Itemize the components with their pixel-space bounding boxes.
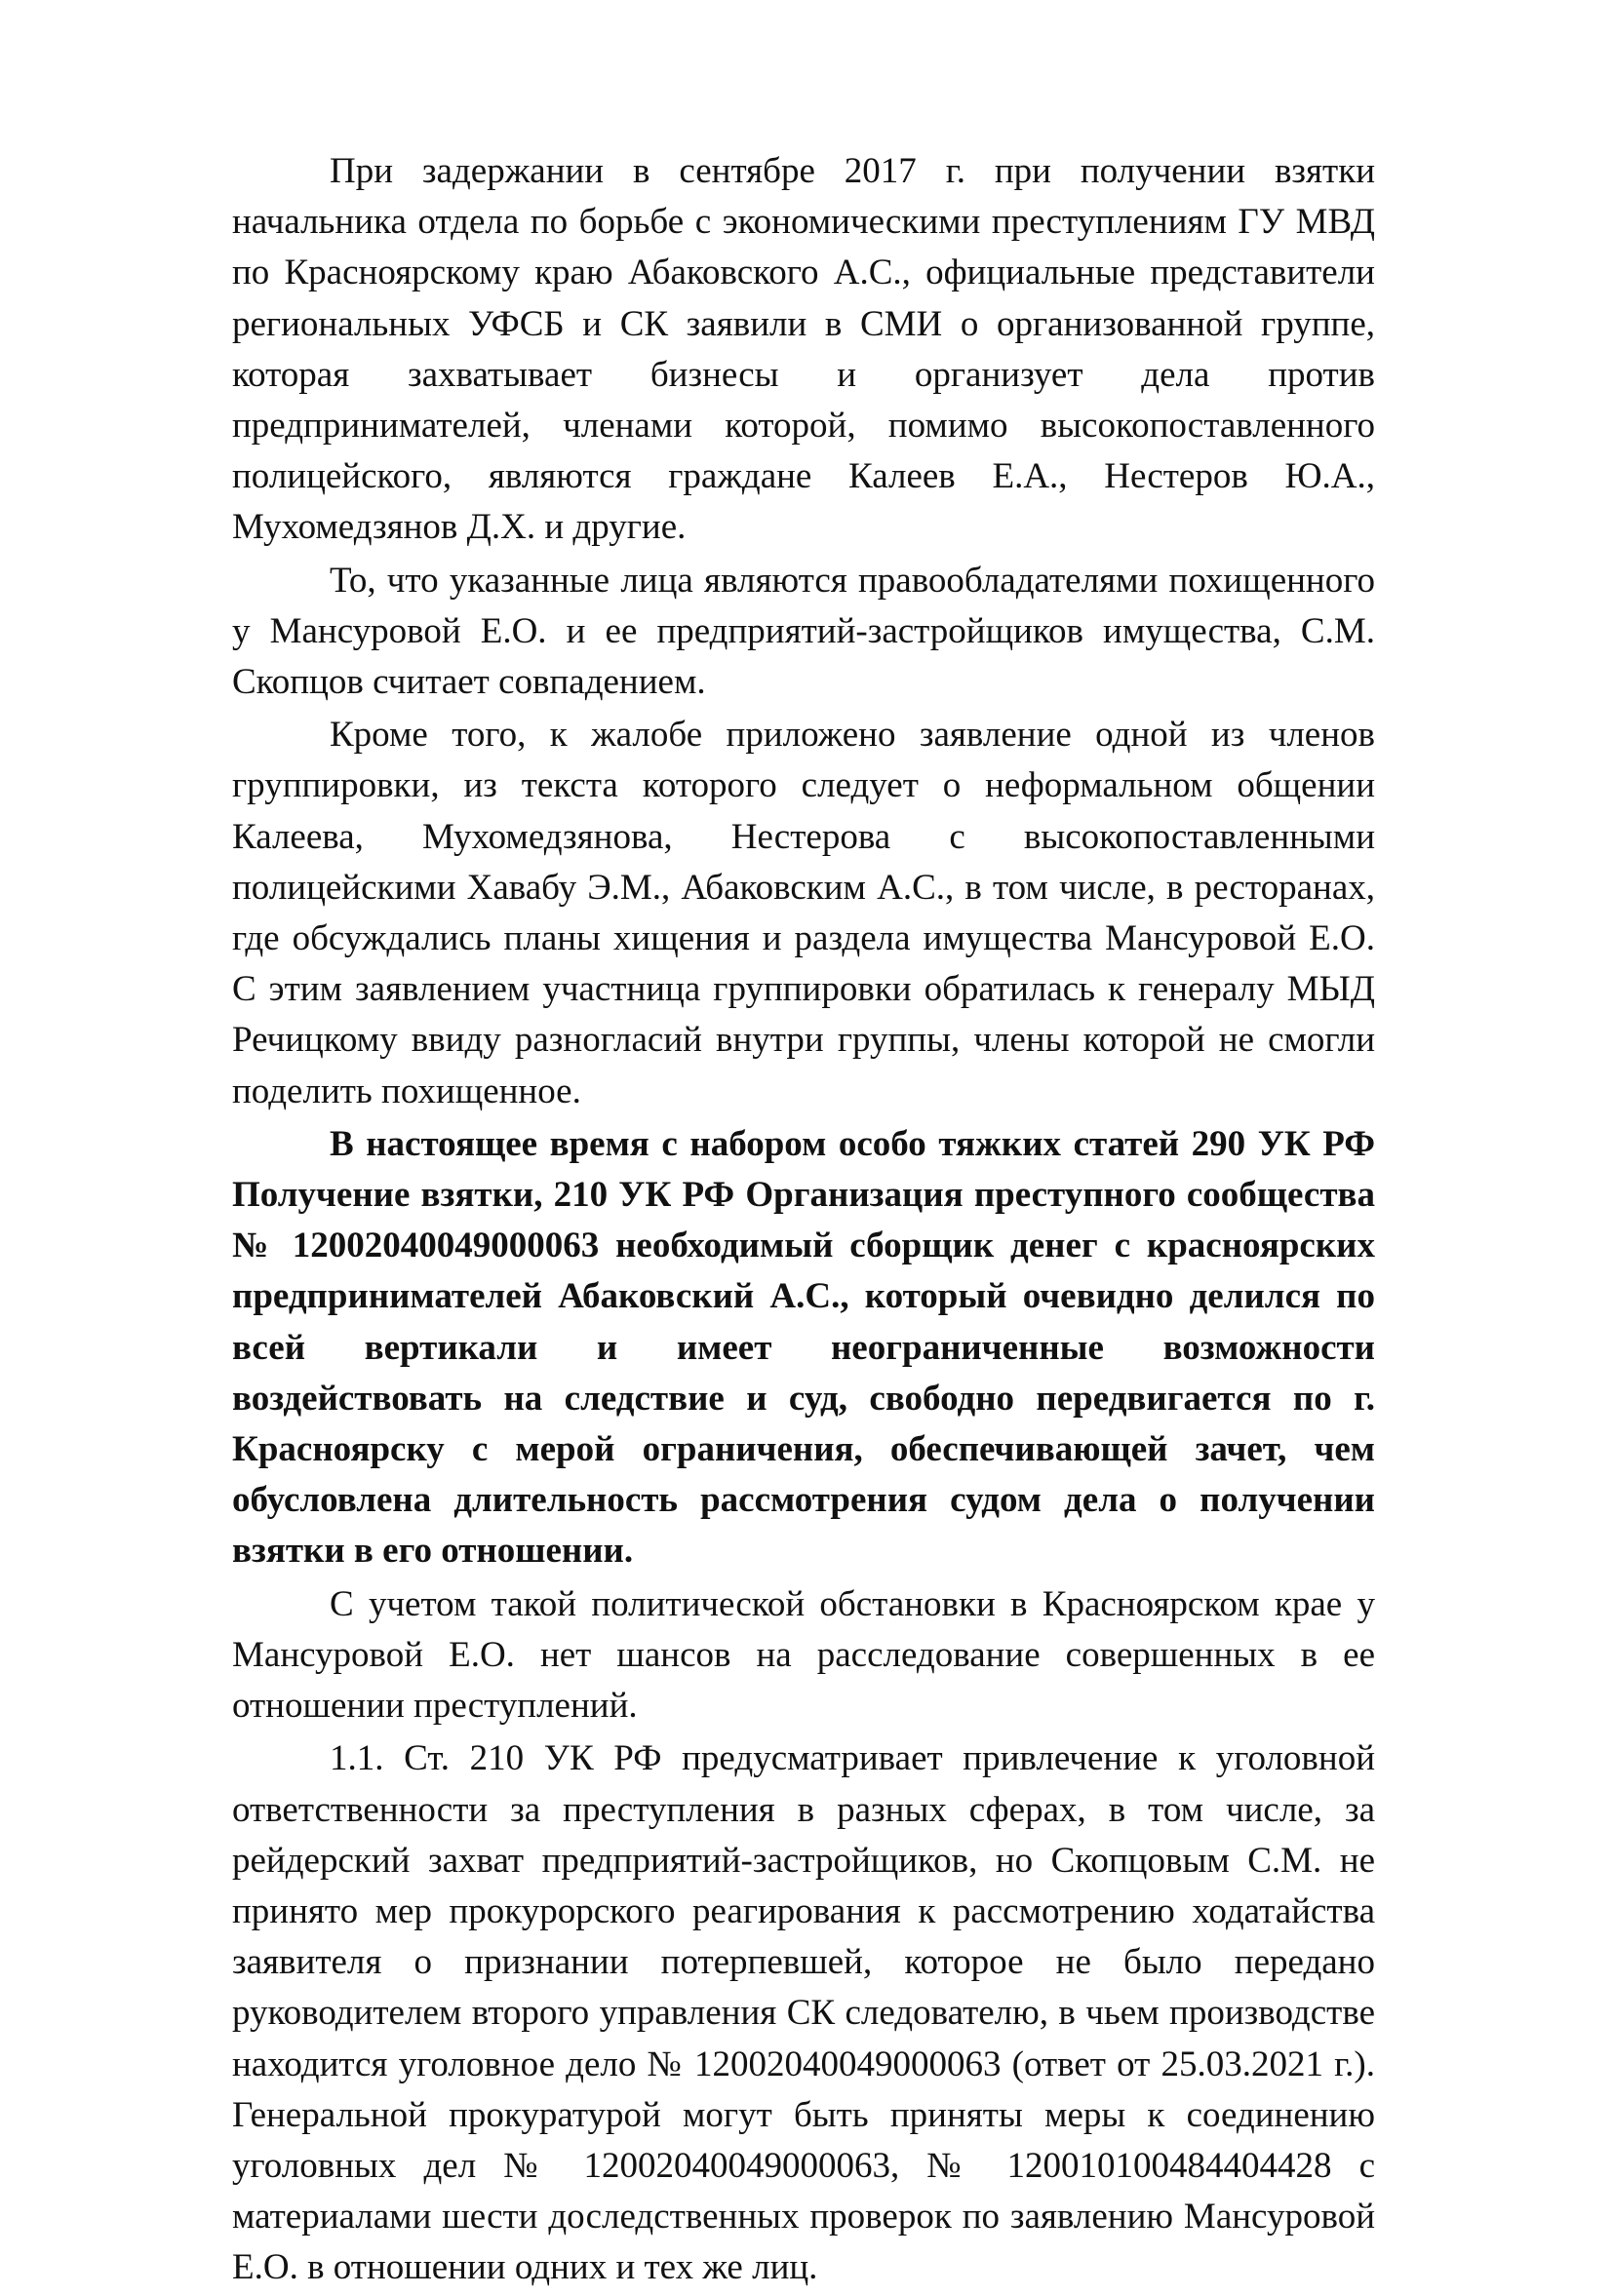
paragraph-arrest-2017: При задержании в сентябре 2017 г. при получении взятки начальника отдела по борьбе с экономическими преступлениям ГУ МВД по Красноярскому краю Абаковского А.С., официальные представители региональных УФСБ и СК заявили в СМИ о организованной группе, которая захватывает бизнесы и организует дела против предпринимателей, членами которой, помимо высокопоставленного полицейского, являются граждане Калеев Е.А., Нестеров Ю.А., Мухомедзянов Д.Х. и другие. [232, 151, 1375, 548]
paragraph-article-210: 1.1. Ст. 210 УК РФ предусматривает привлечение к уголовной ответственности за преступления в разных сферах, в том числе, за рейдерский захват предприятий-застройщиков, но Скопцовым С.М. не принято мер прокурорского реагирования к рассмотрению ходатайства заявителя о признании потерпевшей, которое не было передано руководителем второго управления СК следователю, в чьем производстве находится уголовное дело № 12002040049000063 (ответ от 25.03.2021 г.). Генеральной прокуратурой могут быть приняты меры к соединению уголовных дел № 12002040049000063, № 120010100484404428 с материалами шести доследственных проверок по заявлению Мансуровой Е.О. в отношении одних и тех же лиц. [232, 1738, 1375, 2288]
paragraph-current-charges: В настоящее время с набором особо тяжких статей 290 УК РФ Получение взятки, 210 УК РФ Организация преступного сообщества № 12002040049000063 необходимый сборщик денег с красноярских предпринимателей Абаковский А.С., который очевидно делился по всей вертикали и имеет неограниченные возможности воздействовать на следствие и суд, свободно передвигается по г. Красноярску с мерой ограничения, обеспечивающей зачет, чем обусловлена длительность рассмотрения судом дела о получении взятки в его отношении. [232, 1123, 1375, 1572]
paragraph-group-statement: Кроме того, к жалобе приложено заявление одной из членов группировки, из текста которого следует о неформальном общении Калеева, Мухомедзянова, Нестерова с высокопоставленными полицейскими Хавабу Э.М., Абаковским А.С., в том числе, в ресторанах, где обсуждались планы хищения и раздела имущества Мансуровой Е.О. С этим заявлением участница группировки обратилась к генералу МЫД Речицкому ввиду разногласий внутри группы, члены которой не смогли поделить похищенное. [232, 715, 1375, 1111]
paragraph-property-holders: То, что указанные лица являются правообладателями похищенного у Мансуровой Е.О. и ее предприятий-застройщиков имущества, С.М. Скопцов считает совпадением. [232, 560, 1375, 703]
document-body [232, 146, 1375, 2296]
paragraph-political-situation: С учетом такой политической обстановки в Красноярском крае у Мансуровой Е.О. нет шансов на расследование совершенных в ее отношении преступлений. [232, 1583, 1375, 1727]
